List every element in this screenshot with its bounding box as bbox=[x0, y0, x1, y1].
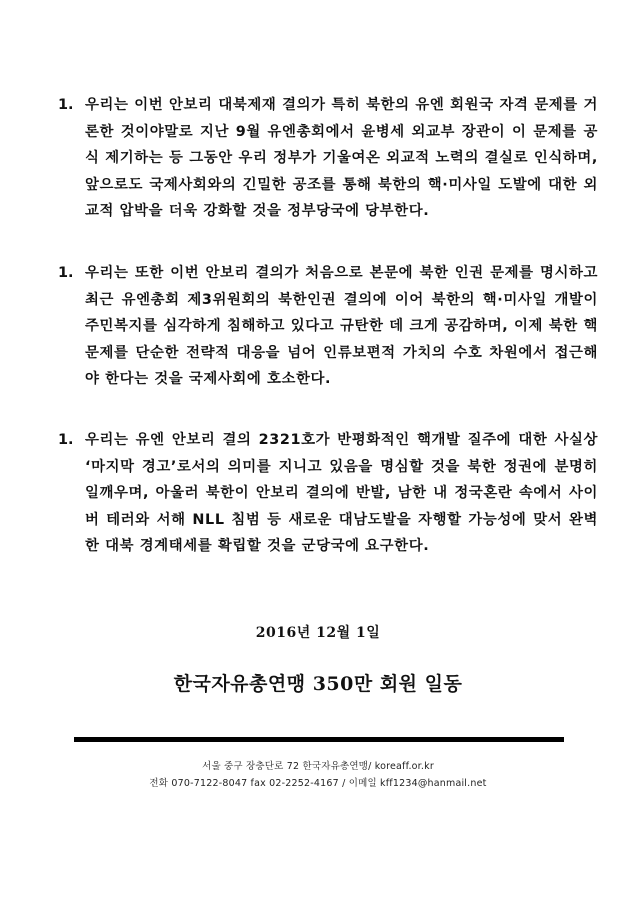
organization-signature: 한국자유총연맹 350만 회원 일동 bbox=[173, 673, 463, 695]
resolution-number: 1. bbox=[58, 265, 74, 281]
resolution-2 bbox=[58, 260, 598, 393]
resolution-number: 1. bbox=[58, 97, 74, 113]
footer-contact: 전화 070-7122-8047 fax 02-2252-4167 / 이메일 kff1234@hanmail.net bbox=[149, 778, 487, 789]
document-date: 2016년 12월 1일 bbox=[255, 625, 381, 641]
resolution-1 bbox=[58, 92, 598, 225]
footer-address: 서울 중구 장충단로 72 한국자유총연맹/ koreaff.or.kr bbox=[202, 761, 434, 772]
resolution-number: 1. bbox=[58, 432, 74, 448]
resolution-3 bbox=[58, 427, 598, 560]
resolution-text: 우리는 또한 이번 안보리 결의가 처음으로 본문에 북한 인권 문제를 명시하고 최근 유엔총회 제3위원회의 북한인권 결의에 이어 북한의 핵·미사일 개발이 주민복지를 심각하게 침해하고 있다고 규탄한 데 크게 공감하며, 이제 북한 핵 문제를 단순한 전략적 대응을 넘어 인류보편적 가치의 수호 차원에서 접근해야 한다는 것을 국제사회에 호소한다. bbox=[85, 265, 598, 387]
resolution-text: 우리는 이번 안보리 대북제재 결의가 특히 북한의 유엔 회원국 자격 문제를 거론한 것이야말로 지난 9월 유엔총회에서 윤병세 외교부 장관이 이 문제를 공식 제기하는 등 그동안 우리 정부가 기울여온 외교적 노력의 결실로 인식하며, 앞으로도 국제사회와의 긴밀한 공조를 통해 북한의 핵·미사일 도발에 대한 외교적 압박을 더욱 강화할 것을 정부당국에 당부한다. bbox=[85, 97, 598, 219]
resolution-text: 우리는 유엔 안보리 결의 2321호가 반평화적인 핵개발 질주에 대한 사실상 ‘마지막 경고’로서의 의미를 지니고 있음을 명심할 것을 북한 정권에 분명히 일깨우며, 아울러 북한이 안보리 결의에 반발, 남한 내 정국혼란 속에서 사이버 테러와 서해 NLL 침범 등 새로운 대남도발을 자행할 가능성에 맞서 완벽한 대북 경계태세를 확립할 것을 군당국에 요구한다. bbox=[85, 432, 598, 554]
footer-divider bbox=[74, 737, 564, 742]
